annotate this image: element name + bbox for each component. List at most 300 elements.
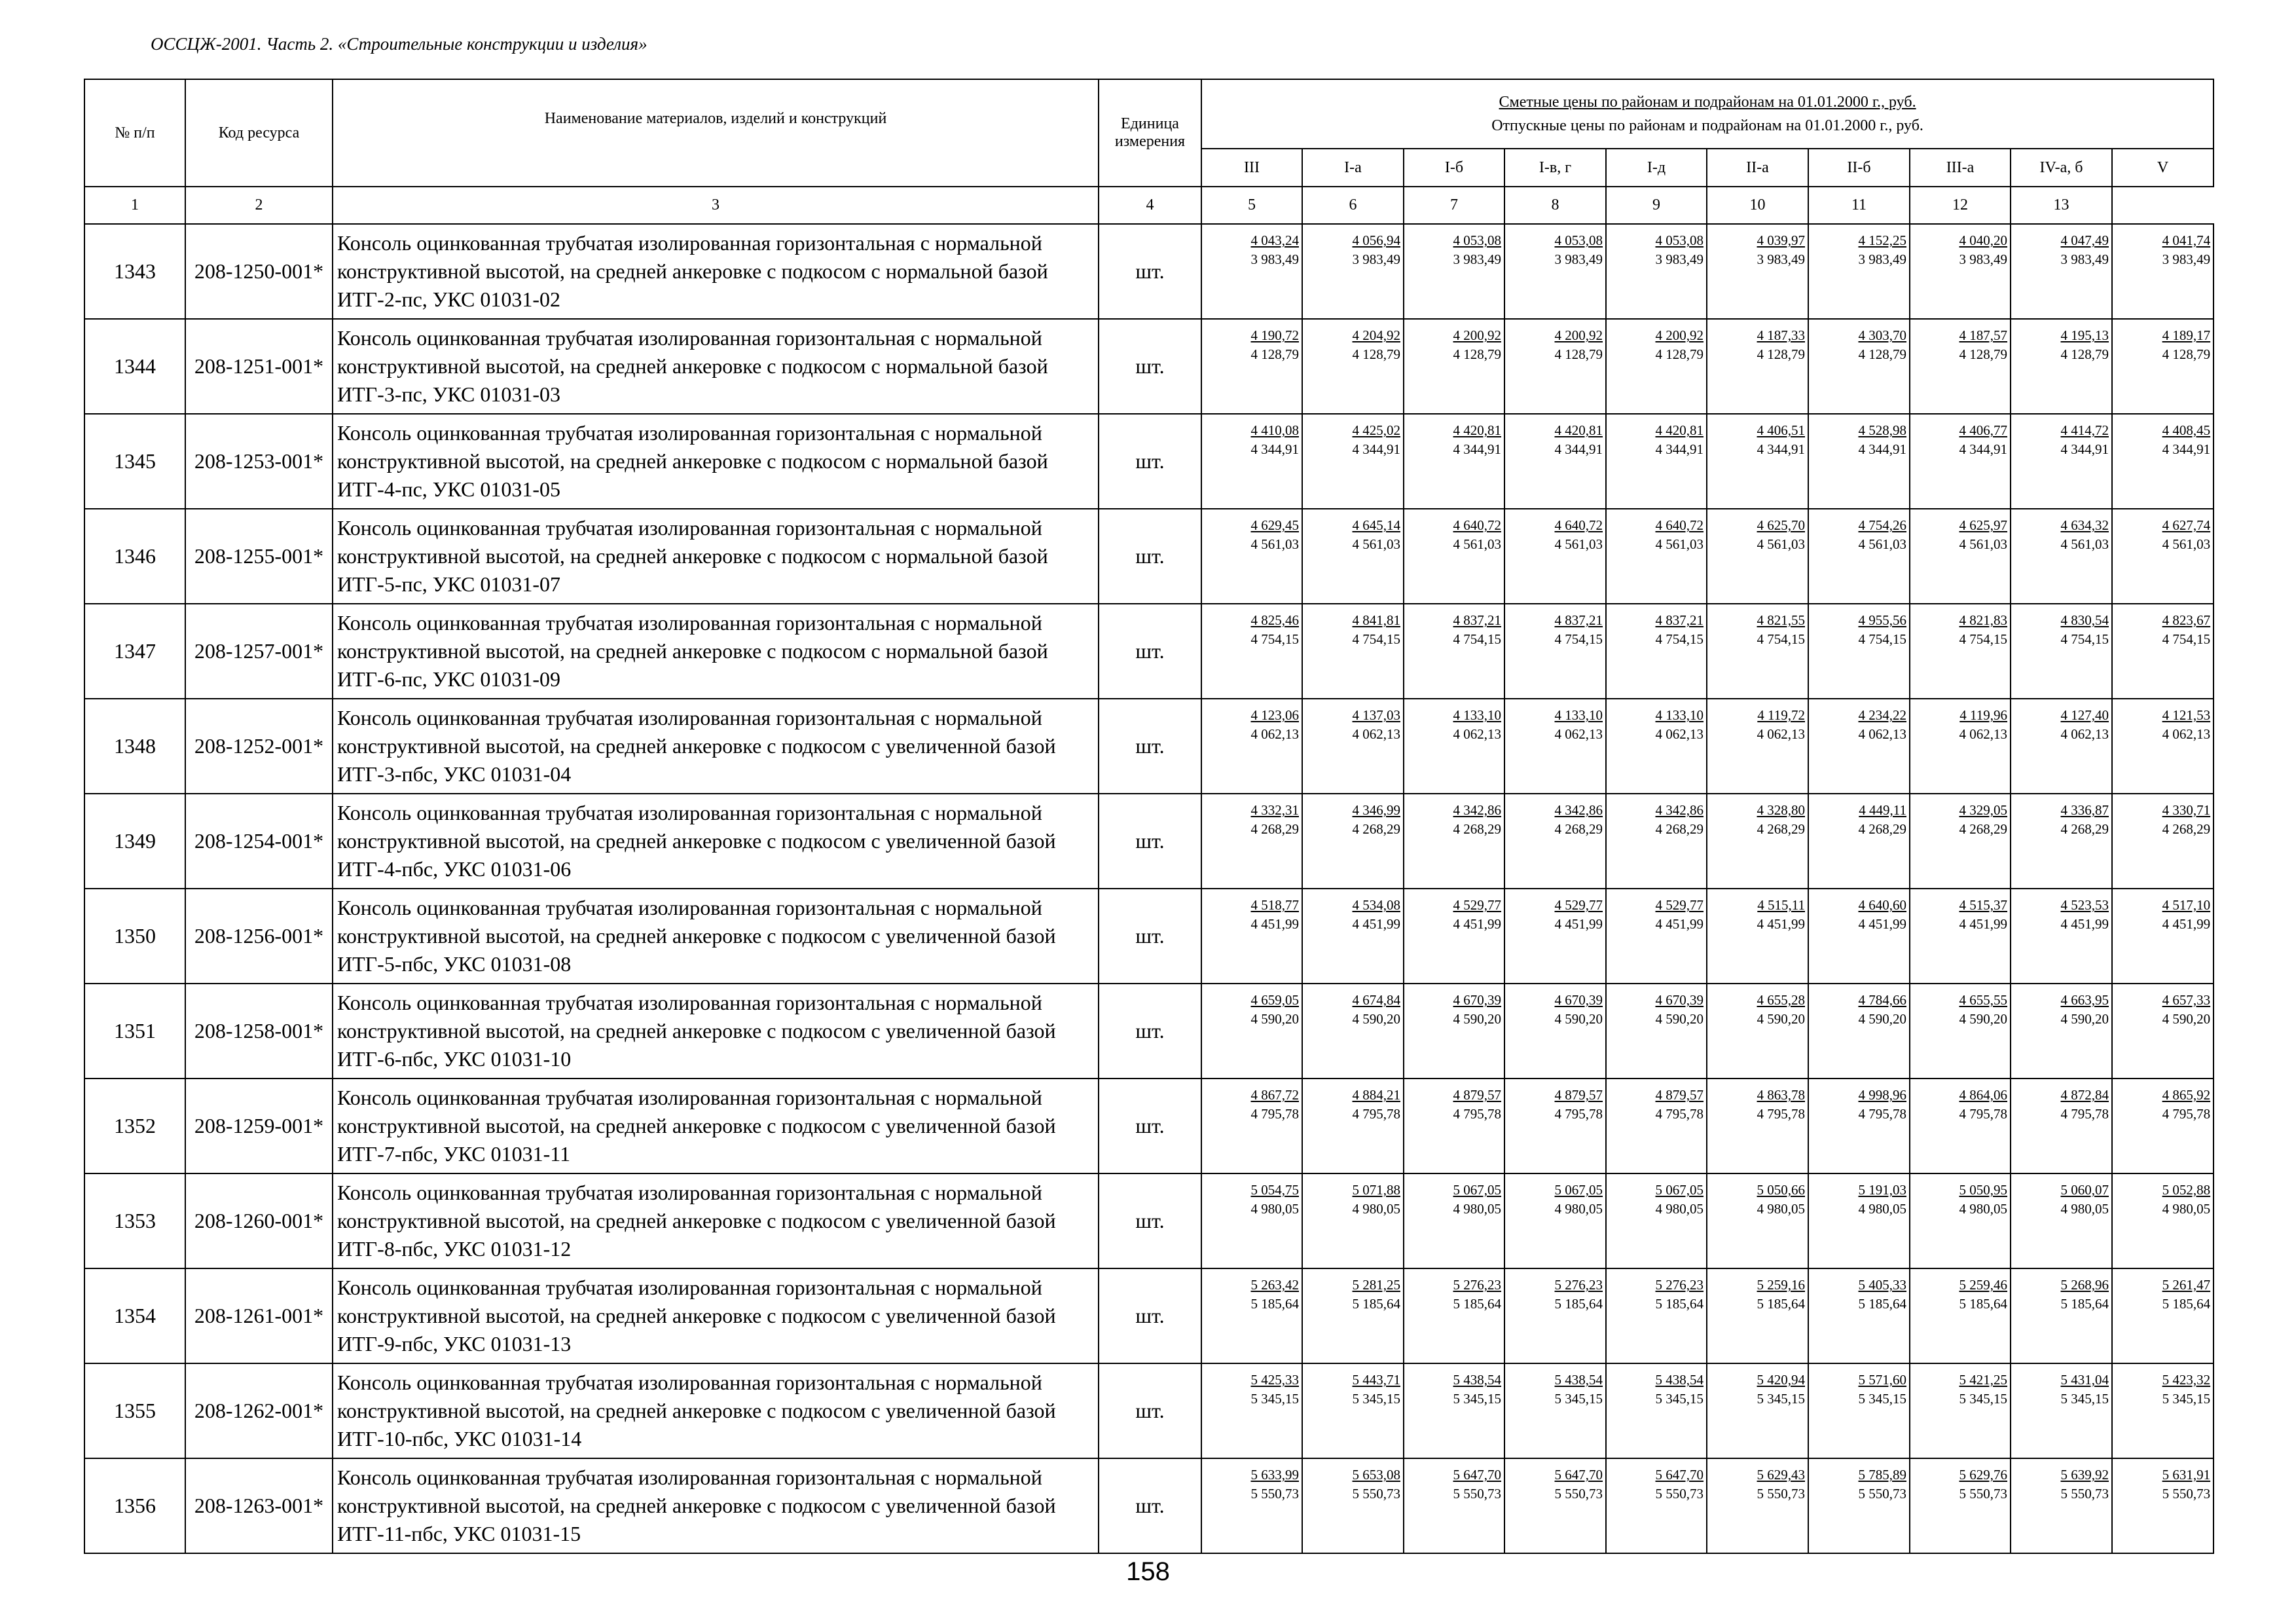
release-price: 4 980,05 bbox=[1959, 1201, 2007, 1217]
release-price: 4 754,15 bbox=[2162, 631, 2211, 647]
estimate-price: 4 867,72 bbox=[1250, 1087, 1299, 1103]
estimate-price: 4 837,21 bbox=[1453, 612, 1501, 628]
estimate-price: 4 190,72 bbox=[1250, 327, 1299, 343]
release-price: 4 268,29 bbox=[1453, 821, 1501, 837]
price-cell bbox=[1910, 794, 2011, 889]
resource-code: 208-1260-001* bbox=[185, 1173, 333, 1268]
price-cell bbox=[2112, 509, 2214, 604]
release-price: 4 344,91 bbox=[1757, 441, 1805, 457]
estimate-price: 4 821,83 bbox=[1959, 612, 2007, 628]
estimate-price: 4 040,20 bbox=[1959, 232, 2007, 248]
estimate-price: 4 342,86 bbox=[1655, 802, 1704, 818]
price-cell bbox=[1606, 604, 1707, 699]
release-price: 4 590,20 bbox=[2060, 1011, 2109, 1027]
price-cell bbox=[1302, 319, 1404, 414]
estimate-price: 4 674,84 bbox=[1352, 992, 1400, 1008]
estimate-price: 4 200,92 bbox=[1554, 327, 1603, 343]
resource-code: 208-1253-001* bbox=[185, 414, 333, 509]
estimate-price: 5 276,23 bbox=[1655, 1277, 1704, 1293]
row-number: 1345 bbox=[84, 414, 185, 509]
price-cell bbox=[1808, 794, 1910, 889]
price-cell bbox=[1302, 699, 1404, 794]
estimate-price: 5 431,04 bbox=[2060, 1372, 2109, 1388]
estimate-price: 4 303,70 bbox=[1858, 327, 1906, 343]
release-price: 4 754,15 bbox=[1250, 631, 1299, 647]
price-cell bbox=[1302, 1458, 1404, 1553]
estimate-price: 5 054,75 bbox=[1250, 1182, 1299, 1198]
item-name: Консоль оцинкованная трубчатая изолированная горизонтальная с нормальной конструктивной высотой, на средней анкеровке с подкосом с увеличенной базой ИТГ-4-пбс, УКС 01031-06 bbox=[333, 794, 1099, 889]
price-cell bbox=[2011, 1363, 2112, 1458]
price-cell bbox=[1504, 604, 1606, 699]
unit-cell: шт. bbox=[1099, 1363, 1201, 1458]
price-cell bbox=[1504, 1079, 1606, 1173]
release-price: 4 980,05 bbox=[1655, 1201, 1704, 1217]
release-price: 4 128,79 bbox=[1858, 346, 1906, 362]
price-cell bbox=[1404, 1268, 1504, 1363]
release-price: 4 561,03 bbox=[1554, 536, 1603, 552]
estimate-price: 4 410,08 bbox=[1250, 422, 1299, 438]
price-cell bbox=[1302, 1363, 1404, 1458]
price-cell bbox=[2112, 889, 2214, 984]
item-name: Консоль оцинкованная трубчатая изолированная горизонтальная с нормальной конструктивной высотой, на средней анкеровке с подкосом с нормальной базой ИТГ-5-пс, УКС 01031-07 bbox=[333, 509, 1099, 604]
estimate-price: 4 406,77 bbox=[1959, 422, 2007, 438]
column-number: 13 bbox=[2011, 187, 2112, 224]
release-price: 4 451,99 bbox=[1554, 916, 1603, 932]
price-cell bbox=[2011, 889, 2112, 984]
table-row bbox=[84, 414, 2214, 509]
item-name: Консоль оцинкованная трубчатая изолированная горизонтальная с нормальной конструктивной высотой, на средней анкеровке с подкосом с нормальной базой ИТГ-2-пс, УКС 01031-02 bbox=[333, 224, 1099, 319]
resource-code: 208-1261-001* bbox=[185, 1268, 333, 1363]
release-price: 4 451,99 bbox=[1453, 916, 1501, 932]
estimate-price: 4 955,56 bbox=[1858, 612, 1906, 628]
price-cell bbox=[2112, 699, 2214, 794]
region-header: I-д bbox=[1606, 149, 1707, 187]
price-cell bbox=[1707, 319, 1808, 414]
estimate-price: 4 879,57 bbox=[1655, 1087, 1704, 1103]
price-cell bbox=[1504, 1268, 1606, 1363]
price-cell bbox=[1201, 604, 1302, 699]
price-cell bbox=[1504, 1173, 1606, 1268]
running-head: ОССЦЖ-2001. Часть 2. «Строительные конструкции и изделия» bbox=[151, 34, 647, 54]
region-header: III bbox=[1201, 149, 1302, 187]
estimate-price: 4 406,51 bbox=[1757, 422, 1805, 438]
item-name: Консоль оцинкованная трубчатая изолированная горизонтальная с нормальной конструктивной высотой, на средней анкеровке с подкосом с увеличенной базой ИТГ-3-пбс, УКС 01031-04 bbox=[333, 699, 1099, 794]
estimate-price: 5 631,91 bbox=[2162, 1467, 2211, 1483]
price-cell bbox=[1404, 509, 1504, 604]
estimate-price: 4 863,78 bbox=[1757, 1087, 1805, 1103]
price-cell bbox=[1808, 414, 1910, 509]
column-number: 1 bbox=[84, 187, 185, 224]
release-price: 4 344,91 bbox=[2162, 441, 2211, 457]
estimate-price: 4 408,45 bbox=[2162, 422, 2211, 438]
row-number: 1347 bbox=[84, 604, 185, 699]
release-price: 4 344,91 bbox=[2060, 441, 2109, 457]
price-cell bbox=[1606, 984, 1707, 1079]
price-cell bbox=[1707, 699, 1808, 794]
estimate-price: 5 259,16 bbox=[1757, 1277, 1805, 1293]
region-header: I-в, г bbox=[1504, 149, 1606, 187]
price-cell bbox=[2112, 414, 2214, 509]
table-row bbox=[84, 1173, 2214, 1268]
price-cell bbox=[1606, 509, 1707, 604]
release-price: 4 754,15 bbox=[1554, 631, 1603, 647]
price-cell bbox=[1910, 1363, 2011, 1458]
price-cell bbox=[2011, 1268, 2112, 1363]
table-row bbox=[84, 1268, 2214, 1363]
estimate-price: 4 133,10 bbox=[1554, 707, 1603, 723]
estimate-price: 5 052,88 bbox=[2162, 1182, 2211, 1198]
price-cell bbox=[1504, 224, 1606, 319]
row-number: 1350 bbox=[84, 889, 185, 984]
release-price: 5 185,64 bbox=[1554, 1296, 1603, 1312]
release-price: 4 062,13 bbox=[2060, 726, 2109, 742]
resource-code: 208-1255-001* bbox=[185, 509, 333, 604]
unit-cell: шт. bbox=[1099, 889, 1201, 984]
price-cell bbox=[1606, 319, 1707, 414]
price-cell bbox=[1808, 509, 1910, 604]
release-price: 4 590,20 bbox=[1453, 1011, 1501, 1027]
price-cell bbox=[1808, 984, 1910, 1079]
price-cell bbox=[1404, 984, 1504, 1079]
estimate-price: 4 056,94 bbox=[1352, 232, 1400, 248]
release-price: 4 128,79 bbox=[1554, 346, 1603, 362]
price-cell bbox=[1201, 509, 1302, 604]
estimate-price: 5 050,66 bbox=[1757, 1182, 1805, 1198]
estimate-price: 5 405,33 bbox=[1858, 1277, 1906, 1293]
estimate-price: 5 423,32 bbox=[2162, 1372, 2211, 1388]
estimate-price: 4 329,05 bbox=[1959, 802, 2007, 818]
column-number: 11 bbox=[1808, 187, 1910, 224]
release-price: 5 185,64 bbox=[1453, 1296, 1501, 1312]
estimate-price: 4 879,57 bbox=[1554, 1087, 1603, 1103]
price-cell bbox=[1404, 889, 1504, 984]
release-price: 4 590,20 bbox=[1250, 1011, 1299, 1027]
estimate-price: 5 067,05 bbox=[1554, 1182, 1603, 1198]
release-price: 3 983,49 bbox=[1554, 251, 1603, 267]
estimate-price: 5 421,25 bbox=[1959, 1372, 2007, 1388]
estimate-price: 4 837,21 bbox=[1554, 612, 1603, 628]
release-price: 4 754,15 bbox=[1858, 631, 1906, 647]
release-price: 5 345,15 bbox=[1655, 1391, 1704, 1407]
table-row bbox=[84, 1363, 2214, 1458]
price-cell bbox=[2011, 509, 2112, 604]
estimate-price: 4 346,99 bbox=[1352, 802, 1400, 818]
estimate-price: 5 629,43 bbox=[1757, 1467, 1805, 1483]
item-name: Консоль оцинкованная трубчатая изолированная горизонтальная с нормальной конструктивной высотой, на средней анкеровке с подкосом с нормальной базой ИТГ-6-пс, УКС 01031-09 bbox=[333, 604, 1099, 699]
estimate-price: 4 640,72 bbox=[1453, 517, 1501, 533]
price-cell bbox=[1606, 224, 1707, 319]
header-unit: Единица измерения bbox=[1099, 79, 1201, 187]
estimate-price: 4 127,40 bbox=[2060, 707, 2109, 723]
table-body bbox=[84, 224, 2214, 1553]
price-cell bbox=[1404, 1173, 1504, 1268]
column-number: 2 bbox=[185, 187, 333, 224]
price-table bbox=[84, 79, 2214, 1554]
price-cell bbox=[1808, 1363, 1910, 1458]
table-header bbox=[84, 79, 2214, 224]
estimate-price: 4 187,33 bbox=[1757, 327, 1805, 343]
release-price: 4 062,13 bbox=[1858, 726, 1906, 742]
release-price: 4 344,91 bbox=[1554, 441, 1603, 457]
price-cell bbox=[1504, 414, 1606, 509]
estimate-price: 4 137,03 bbox=[1352, 707, 1400, 723]
resource-code: 208-1258-001* bbox=[185, 984, 333, 1079]
estimate-price: 4 821,55 bbox=[1757, 612, 1805, 628]
estimate-price: 5 647,70 bbox=[1655, 1467, 1704, 1483]
release-price: 4 754,15 bbox=[2060, 631, 2109, 647]
price-cell bbox=[1910, 224, 2011, 319]
price-cell bbox=[1808, 1173, 1910, 1268]
price-cell bbox=[1302, 509, 1404, 604]
price-cell bbox=[1606, 1268, 1707, 1363]
estimate-price: 4 420,81 bbox=[1554, 422, 1603, 438]
estimate-price: 4 123,06 bbox=[1250, 707, 1299, 723]
release-price: 4 268,29 bbox=[1655, 821, 1704, 837]
price-cell bbox=[1201, 889, 1302, 984]
release-price: 5 550,73 bbox=[2162, 1486, 2211, 1502]
estimate-price: 5 438,54 bbox=[1554, 1372, 1603, 1388]
price-cell bbox=[1910, 1173, 2011, 1268]
column-number: 12 bbox=[1910, 187, 2011, 224]
release-price: 4 795,78 bbox=[1352, 1106, 1400, 1122]
item-name: Консоль оцинкованная трубчатая изолированная горизонтальная с нормальной конструктивной высотой, на средней анкеровке с подкосом с увеличенной базой ИТГ-5-пбс, УКС 01031-08 bbox=[333, 889, 1099, 984]
estimate-price: 4 204,92 bbox=[1352, 327, 1400, 343]
estimate-price: 4 627,74 bbox=[2162, 517, 2211, 533]
estimate-price: 5 785,89 bbox=[1858, 1467, 1906, 1483]
release-price: 4 268,29 bbox=[1250, 821, 1299, 837]
estimate-price: 4 670,39 bbox=[1655, 992, 1704, 1008]
release-price: 4 590,20 bbox=[2162, 1011, 2211, 1027]
estimate-price: 4 332,31 bbox=[1250, 802, 1299, 818]
estimate-price: 4 625,70 bbox=[1757, 517, 1805, 533]
estimate-price: 4 655,28 bbox=[1757, 992, 1805, 1008]
price-cell bbox=[1808, 699, 1910, 794]
estimate-price: 5 191,03 bbox=[1858, 1182, 1906, 1198]
estimate-price: 4 195,13 bbox=[2060, 327, 2109, 343]
unit-cell: шт. bbox=[1099, 319, 1201, 414]
release-price: 4 980,05 bbox=[1858, 1201, 1906, 1217]
estimate-price: 5 653,08 bbox=[1352, 1467, 1400, 1483]
resource-code: 208-1254-001* bbox=[185, 794, 333, 889]
estimate-price: 5 060,07 bbox=[2060, 1182, 2109, 1198]
price-cell bbox=[1606, 889, 1707, 984]
region-header: V bbox=[2112, 149, 2214, 187]
release-price: 5 185,64 bbox=[1757, 1296, 1805, 1312]
estimate-price: 4 420,81 bbox=[1655, 422, 1704, 438]
header-prices bbox=[1201, 79, 2214, 149]
estimate-price: 4 998,96 bbox=[1858, 1087, 1906, 1103]
estimate-price: 5 420,94 bbox=[1757, 1372, 1805, 1388]
release-price: 4 451,99 bbox=[1352, 916, 1400, 932]
release-price: 4 344,91 bbox=[1453, 441, 1501, 457]
price-cell bbox=[1404, 1079, 1504, 1173]
release-price: 4 451,99 bbox=[1250, 916, 1299, 932]
estimate-price: 4 823,67 bbox=[2162, 612, 2211, 628]
row-number: 1352 bbox=[84, 1079, 185, 1173]
price-cell bbox=[1707, 1268, 1808, 1363]
region-header: II-б bbox=[1808, 149, 1910, 187]
item-name: Консоль оцинкованная трубчатая изолированная горизонтальная с нормальной конструктивной высотой, на средней анкеровке с подкосом с нормальной базой ИТГ-4-пс, УКС 01031-05 bbox=[333, 414, 1099, 509]
price-cell bbox=[1404, 699, 1504, 794]
release-price: 3 983,49 bbox=[1959, 251, 2007, 267]
estimate-price: 5 261,47 bbox=[2162, 1277, 2211, 1293]
resource-code: 208-1251-001* bbox=[185, 319, 333, 414]
price-cell bbox=[1302, 794, 1404, 889]
price-cell bbox=[1201, 699, 1302, 794]
estimate-price: 4 529,77 bbox=[1453, 897, 1501, 913]
release-price: 4 561,03 bbox=[1757, 536, 1805, 552]
estimate-price: 4 645,14 bbox=[1352, 517, 1400, 533]
row-number: 1351 bbox=[84, 984, 185, 1079]
release-price: 4 590,20 bbox=[1959, 1011, 2007, 1027]
release-price: 4 980,05 bbox=[1453, 1201, 1501, 1217]
column-number: 6 bbox=[1302, 187, 1404, 224]
release-price: 5 185,64 bbox=[1655, 1296, 1704, 1312]
estimate-price: 4 825,46 bbox=[1250, 612, 1299, 628]
release-price: 4 795,78 bbox=[1655, 1106, 1704, 1122]
estimate-price: 4 517,10 bbox=[2162, 897, 2211, 913]
estimate-price: 4 640,60 bbox=[1858, 897, 1906, 913]
release-price: 4 451,99 bbox=[1959, 916, 2007, 932]
estimate-price: 4 133,10 bbox=[1655, 707, 1704, 723]
release-price: 4 268,29 bbox=[2162, 821, 2211, 837]
estimate-price: 5 639,92 bbox=[2060, 1467, 2109, 1483]
resource-code: 208-1257-001* bbox=[185, 604, 333, 699]
release-price: 4 062,13 bbox=[1352, 726, 1400, 742]
row-number: 1346 bbox=[84, 509, 185, 604]
price-cell bbox=[1910, 1079, 2011, 1173]
table-row bbox=[84, 699, 2214, 794]
resource-code: 208-1252-001* bbox=[185, 699, 333, 794]
price-cell bbox=[1910, 319, 2011, 414]
column-number: 4 bbox=[1099, 187, 1201, 224]
release-price: 4 754,15 bbox=[1757, 631, 1805, 647]
estimate-price: 4 152,25 bbox=[1858, 232, 1906, 248]
release-price: 3 983,49 bbox=[2162, 251, 2211, 267]
estimate-price: 5 281,25 bbox=[1352, 1277, 1400, 1293]
estimate-price: 4 518,77 bbox=[1250, 897, 1299, 913]
header-prices-release: Отпускные цены по районам и подрайонам на 01.01.2000 г., руб. bbox=[1491, 117, 1923, 134]
price-cell bbox=[1201, 1268, 1302, 1363]
estimate-price: 4 528,98 bbox=[1858, 422, 1906, 438]
price-cell bbox=[1404, 414, 1504, 509]
table-row bbox=[84, 509, 2214, 604]
price-cell bbox=[2112, 1268, 2214, 1363]
estimate-price: 4 784,66 bbox=[1858, 992, 1906, 1008]
price-cell bbox=[1404, 319, 1504, 414]
release-price: 4 590,20 bbox=[1352, 1011, 1400, 1027]
price-cell bbox=[2011, 224, 2112, 319]
estimate-price: 4 425,02 bbox=[1352, 422, 1400, 438]
price-cell bbox=[1910, 699, 2011, 794]
price-cell bbox=[1606, 414, 1707, 509]
price-cell bbox=[2011, 984, 2112, 1079]
item-name: Консоль оцинкованная трубчатая изолированная горизонтальная с нормальной конструктивной высотой, на средней анкеровке с подкосом с увеличенной базой ИТГ-6-пбс, УКС 01031-10 bbox=[333, 984, 1099, 1079]
estimate-price: 5 071,88 bbox=[1352, 1182, 1400, 1198]
price-cell bbox=[1302, 1268, 1404, 1363]
header-name: Наименование материалов, изделий и конструкций bbox=[333, 79, 1099, 187]
release-price: 4 268,29 bbox=[1858, 821, 1906, 837]
estimate-price: 4 754,26 bbox=[1858, 517, 1906, 533]
release-price: 4 590,20 bbox=[1757, 1011, 1805, 1027]
release-price: 3 983,49 bbox=[1757, 251, 1805, 267]
price-cell bbox=[1910, 984, 2011, 1079]
release-price: 4 451,99 bbox=[1858, 916, 1906, 932]
release-price: 3 983,49 bbox=[1858, 251, 1906, 267]
estimate-price: 4 515,37 bbox=[1959, 897, 2007, 913]
price-cell bbox=[1606, 1173, 1707, 1268]
release-price: 4 128,79 bbox=[1959, 346, 2007, 362]
release-price: 4 128,79 bbox=[1453, 346, 1501, 362]
price-cell bbox=[1504, 699, 1606, 794]
estimate-price: 4 053,08 bbox=[1655, 232, 1704, 248]
table-row bbox=[84, 319, 2214, 414]
column-number: 9 bbox=[1606, 187, 1707, 224]
release-price: 5 345,15 bbox=[1352, 1391, 1400, 1407]
estimate-price: 4 133,10 bbox=[1453, 707, 1501, 723]
price-cell bbox=[1606, 1458, 1707, 1553]
table-row bbox=[84, 984, 2214, 1079]
release-price: 4 062,13 bbox=[2162, 726, 2211, 742]
unit-cell: шт. bbox=[1099, 794, 1201, 889]
price-cell bbox=[2112, 604, 2214, 699]
estimate-price: 4 640,72 bbox=[1554, 517, 1603, 533]
price-cell bbox=[1504, 319, 1606, 414]
estimate-price: 4 053,08 bbox=[1453, 232, 1501, 248]
price-cell bbox=[1808, 1268, 1910, 1363]
estimate-price: 5 067,05 bbox=[1655, 1182, 1704, 1198]
price-cell bbox=[1404, 224, 1504, 319]
price-cell bbox=[1504, 794, 1606, 889]
row-number: 1356 bbox=[84, 1458, 185, 1553]
release-price: 4 062,13 bbox=[1655, 726, 1704, 742]
table-row bbox=[84, 889, 2214, 984]
release-price: 4 062,13 bbox=[1250, 726, 1299, 742]
price-cell bbox=[1201, 1173, 1302, 1268]
price-cell bbox=[1910, 509, 2011, 604]
header-num: № п/п bbox=[84, 79, 185, 187]
release-price: 3 983,49 bbox=[2060, 251, 2109, 267]
price-cell bbox=[1707, 1173, 1808, 1268]
price-cell bbox=[1606, 1079, 1707, 1173]
estimate-price: 4 200,92 bbox=[1655, 327, 1704, 343]
item-name: Консоль оцинкованная трубчатая изолированная горизонтальная с нормальной конструктивной высотой, на средней анкеровке с подкосом с увеличенной базой ИТГ-8-пбс, УКС 01031-12 bbox=[333, 1173, 1099, 1268]
release-price: 4 590,20 bbox=[1554, 1011, 1603, 1027]
price-cell bbox=[1504, 509, 1606, 604]
resource-code: 208-1259-001* bbox=[185, 1079, 333, 1173]
region-header: III-а bbox=[1910, 149, 2011, 187]
row-number: 1353 bbox=[84, 1173, 185, 1268]
price-cell bbox=[1707, 224, 1808, 319]
estimate-price: 4 234,22 bbox=[1858, 707, 1906, 723]
release-price: 4 062,13 bbox=[1554, 726, 1603, 742]
estimate-price: 5 067,05 bbox=[1453, 1182, 1501, 1198]
price-cell bbox=[2011, 604, 2112, 699]
release-price: 4 795,78 bbox=[1757, 1106, 1805, 1122]
release-price: 4 128,79 bbox=[1250, 346, 1299, 362]
row-number: 1349 bbox=[84, 794, 185, 889]
table-row bbox=[84, 794, 2214, 889]
release-price: 5 550,73 bbox=[1858, 1486, 1906, 1502]
estimate-price: 4 336,87 bbox=[2060, 802, 2109, 818]
item-name: Консоль оцинкованная трубчатая изолированная горизонтальная с нормальной конструктивной высотой, на средней анкеровке с подкосом с увеличенной базой ИТГ-10-пбс, УКС 01031-14 bbox=[333, 1363, 1099, 1458]
header-prices-estimate: Сметные цены по районам и подрайонам на 01.01.2000 г., руб. bbox=[1499, 94, 1916, 111]
price-cell bbox=[1404, 604, 1504, 699]
estimate-price: 5 629,76 bbox=[1959, 1467, 2007, 1483]
estimate-price: 4 053,08 bbox=[1554, 232, 1603, 248]
release-price: 4 561,03 bbox=[2060, 536, 2109, 552]
price-cell bbox=[1910, 1458, 2011, 1553]
